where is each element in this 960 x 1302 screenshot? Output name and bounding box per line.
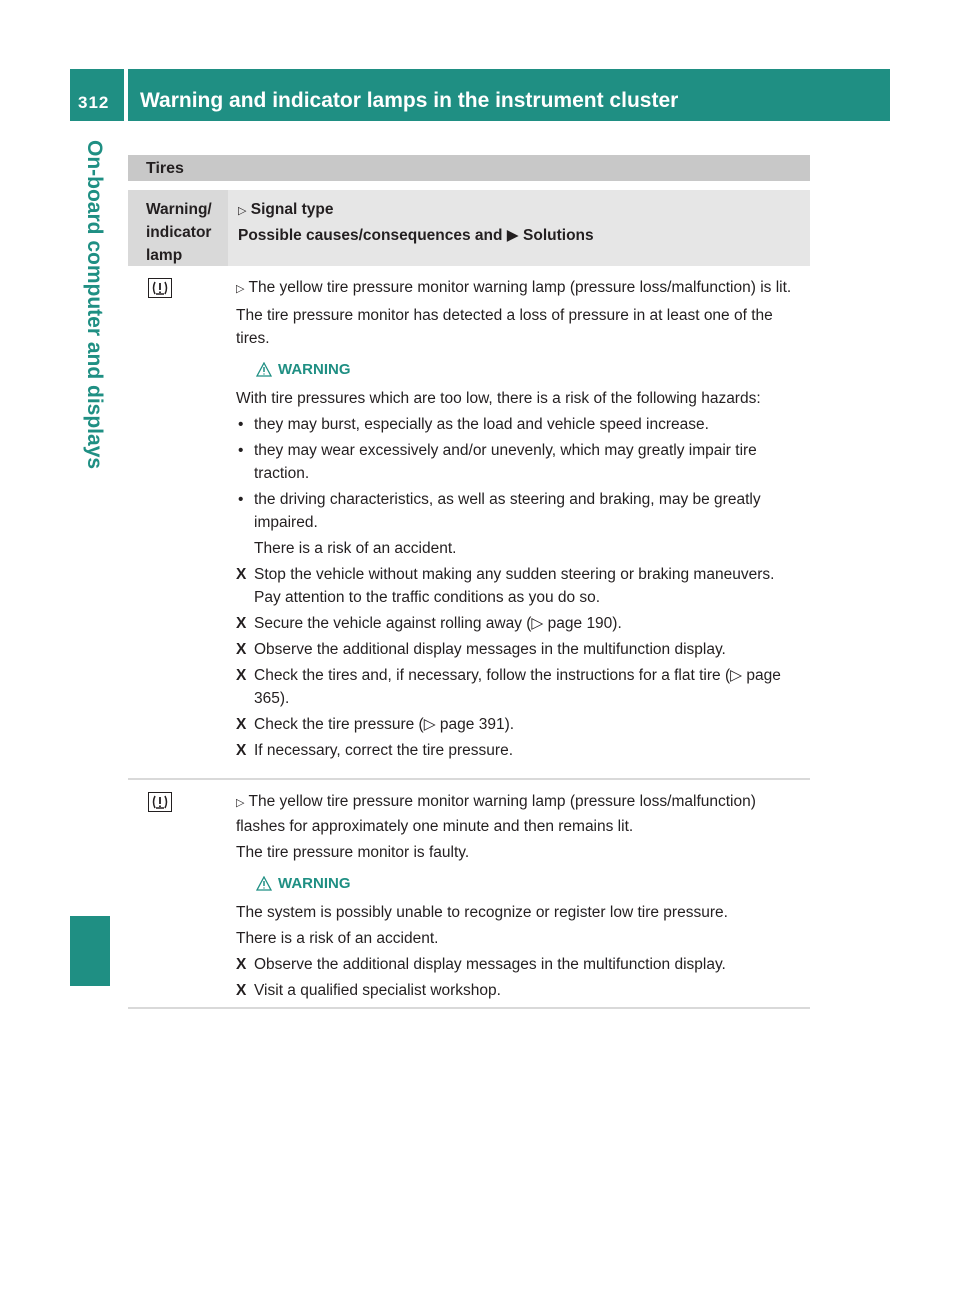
step-item: X Check the tires and, if necessary, follow the instructions for a flat tire (▷ page 365). — [236, 667, 781, 707]
tire-pressure-warning-icon — [148, 278, 172, 298]
section-title-bar — [128, 155, 810, 181]
step-item: X Visit a qualified specialist workshop. — [236, 982, 501, 999]
page-number: 312 — [78, 93, 110, 112]
list-item: • the driving characteristics, as well as steering and braking, may be greatly impaired. — [238, 491, 761, 531]
warning-heading — [256, 358, 804, 381]
warning-label: WARNING — [278, 361, 351, 378]
lamp-col-line-1: Warning/ — [146, 201, 212, 218]
page-header — [128, 69, 890, 121]
warning-text: The system is possibly unable to recognize or register low tire pressure. — [236, 904, 728, 921]
tire-pressure-warning-icon — [148, 792, 172, 812]
step-item: X If necessary, correct the tire pressure. — [236, 742, 514, 759]
list-item: • they may wear excessively and/or unevenly, which may greatly impair tire traction. — [238, 442, 757, 482]
signal-text: The yellow tire pressure monitor warning lamp (pressure loss/malfunction) is lit. — [248, 279, 792, 296]
table-header-lamp-column — [128, 190, 228, 266]
signal-type-icon: ▷ — [238, 205, 247, 217]
lamp-col-line-2: indicator — [146, 224, 212, 241]
warning-triangle-icon — [256, 876, 272, 891]
warning-triangle-icon — [256, 362, 272, 377]
side-chapter-label: On-board computer and displays — [83, 140, 106, 470]
signal-paragraph — [236, 790, 804, 838]
row-content — [236, 790, 804, 1005]
section-title: Tires — [146, 160, 184, 177]
step-item: X Secure the vehicle against rolling away (▷ page 190). — [236, 615, 622, 632]
page-number-box — [70, 69, 124, 121]
cause-text: The tire pressure monitor is faulty. — [236, 844, 470, 861]
list-item: • they may burst, especially as the load and vehicle speed increase. — [238, 416, 709, 433]
risk-text: There is a risk of an accident. — [236, 930, 439, 947]
warning-text: With tire pressures which are too low, there is a risk of the following hazards: — [236, 390, 761, 407]
warning-heading — [256, 872, 804, 895]
step-item: X Stop the vehicle without making any sudden steering or braking maneuvers. Pay attention to the traffic conditions as you do so. — [236, 566, 775, 606]
risk-text: There is a risk of an accident. — [254, 540, 457, 557]
side-chapter-marker — [70, 916, 110, 986]
warning-label: WARNING — [278, 875, 351, 892]
signal-text: The yellow tire pressure monitor warning lamp (pressure loss/malfunction) flashes for approximately one minute and then remains lit. — [236, 793, 756, 835]
lamp-col-line-3: lamp — [146, 247, 183, 264]
step-item: X Observe the additional display messages in the multifunction display. — [236, 956, 726, 973]
cause-text: The tire pressure monitor has detected a loss of pressure in at least one of the tires. — [236, 307, 773, 347]
signal-type-label: Signal type — [250, 201, 334, 218]
row-divider — [128, 778, 810, 780]
step-item: X Check the tire pressure (▷ page 391). — [236, 716, 515, 733]
step-item: X Observe the additional display messages in the multifunction display. — [236, 641, 726, 658]
row-divider — [128, 1007, 810, 1009]
signal-type-icon: ▷ — [236, 797, 245, 809]
signal-paragraph — [236, 276, 804, 301]
table-header — [128, 190, 810, 266]
causes-label: Possible causes/consequences and — [238, 227, 503, 244]
solutions-label: Solutions — [523, 227, 594, 244]
table-header-info-column — [228, 190, 810, 266]
row-content — [236, 276, 804, 765]
signal-type-icon: ▷ — [236, 283, 245, 295]
page-title: Warning and indicator lamps in the instrument cluster — [140, 89, 679, 112]
solutions-arrow-icon: ▶ — [506, 227, 519, 244]
